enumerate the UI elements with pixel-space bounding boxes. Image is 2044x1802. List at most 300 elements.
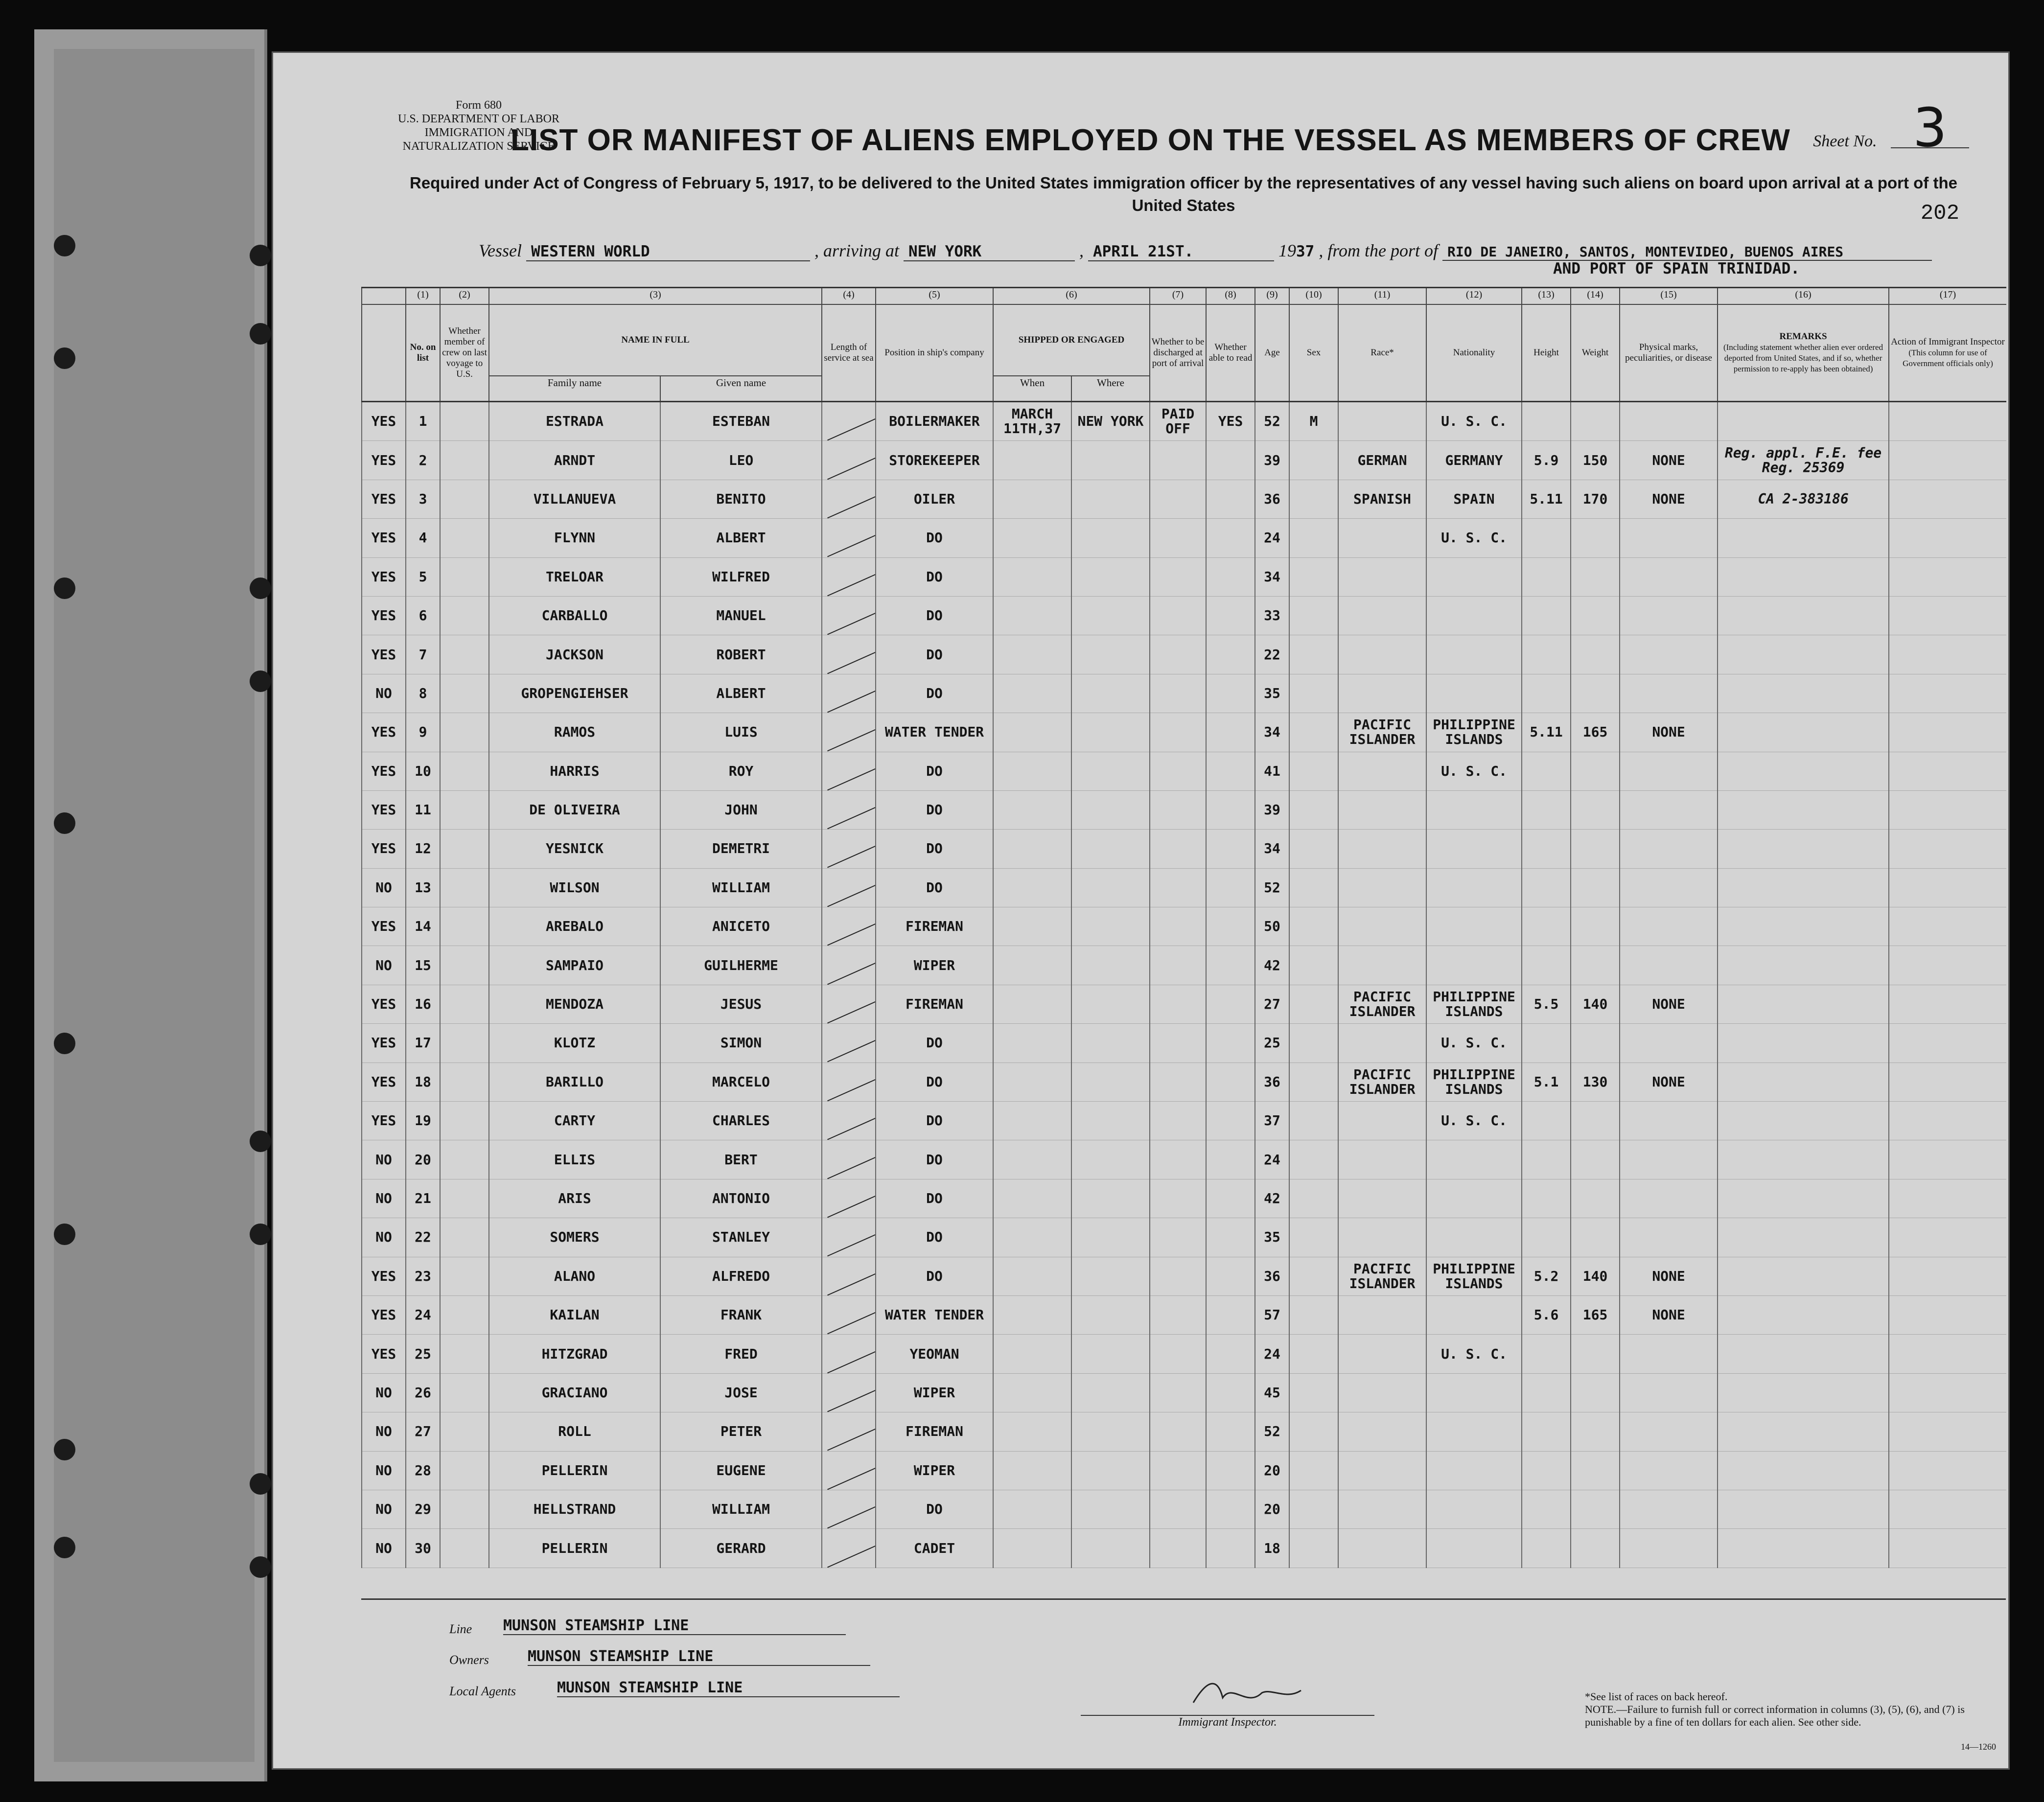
- row-action: [1889, 713, 2006, 752]
- tick-mark: [827, 1537, 876, 1568]
- row-discharged: [1150, 1412, 1206, 1451]
- row-shipped-where: [1071, 830, 1150, 868]
- row-age: 41: [1255, 752, 1289, 790]
- header-remarks-sub: (Including statement whether alien ever ordered deported from United States, and if so, whether permission to re-apply has been obtained): [1723, 343, 1883, 373]
- table-row: [362, 402, 2006, 441]
- table-row: [362, 1024, 2006, 1063]
- row-weight: [1571, 1490, 1620, 1528]
- row-height: [1522, 1412, 1571, 1451]
- punch-hole: [54, 1439, 75, 1460]
- row-race: [1338, 1140, 1426, 1179]
- punch-hole: [250, 578, 271, 599]
- row-last-voyage: YES: [362, 596, 406, 635]
- row-action: [1889, 1063, 2006, 1101]
- row-length-service: [822, 790, 876, 829]
- row-last-voyage: YES: [362, 830, 406, 868]
- departure-ports: RIO DE JANEIRO, SANTOS, MONTEVIDEO, BUENOS AIRES: [1442, 244, 1932, 261]
- row-remarks: [1718, 1373, 1889, 1412]
- row-weight: [1571, 946, 1620, 985]
- punch-hole: [54, 578, 75, 599]
- row-action: [1889, 674, 2006, 713]
- sheet-number: 3: [1891, 108, 1969, 148]
- row-physical: [1620, 1373, 1718, 1412]
- tick-mark: [827, 1265, 876, 1295]
- row-shipped-when: [993, 596, 1071, 635]
- row-length-service: [822, 1179, 876, 1218]
- row-remarks: [1718, 674, 1889, 713]
- row-sex: [1289, 752, 1338, 790]
- tick-mark: [827, 799, 876, 830]
- row-number: 21: [406, 1179, 440, 1218]
- row-given-name: EUGENE: [660, 1451, 822, 1490]
- row-age: 18: [1255, 1529, 1289, 1568]
- row-remarks: Reg. appl. F.E. fee Reg. 25369: [1718, 441, 1889, 480]
- row-position: DO: [876, 1063, 993, 1101]
- form-code: 14—1260: [1961, 1742, 1996, 1752]
- row-action: [1889, 752, 2006, 790]
- row-number: 15: [406, 946, 440, 985]
- row-family-name: ESTRADA: [489, 402, 660, 441]
- row-given-name: CHARLES: [660, 1102, 822, 1140]
- owners-label: Owners: [449, 1653, 489, 1667]
- row-position: DO: [876, 1179, 993, 1218]
- row-length-service: [822, 596, 876, 635]
- row-sex: [1289, 1335, 1338, 1373]
- row-given-name: BENITO: [660, 480, 822, 518]
- row-family-name: KAILAN: [489, 1295, 660, 1334]
- tick-mark: [827, 1459, 876, 1490]
- row-blank: [440, 1024, 489, 1063]
- row-last-voyage: YES: [362, 480, 406, 518]
- row-weight: [1571, 1218, 1620, 1257]
- row-shipped-when: [993, 790, 1071, 829]
- table-row: [362, 1179, 2006, 1218]
- row-shipped-when: [993, 1179, 1071, 1218]
- row-remarks: CA 2-383186: [1718, 480, 1889, 518]
- row-remarks: [1718, 1451, 1889, 1490]
- row-race: [1338, 1335, 1426, 1373]
- row-shipped-where: [1071, 674, 1150, 713]
- row-blank: [440, 1257, 489, 1295]
- row-last-voyage: YES: [362, 713, 406, 752]
- row-height: [1522, 1024, 1571, 1063]
- row-height: [1522, 1373, 1571, 1412]
- row-height: [1522, 868, 1571, 907]
- col-number-14: (14): [1571, 288, 1620, 305]
- row-discharged: [1150, 1529, 1206, 1568]
- table-row: [362, 830, 2006, 868]
- row-given-name: DEMETRI: [660, 830, 822, 868]
- row-remarks: [1718, 713, 1889, 752]
- row-remarks: [1718, 1024, 1889, 1063]
- row-number: 12: [406, 830, 440, 868]
- row-remarks: [1718, 1490, 1889, 1528]
- row-shipped-when: [993, 1024, 1071, 1063]
- row-shipped-when: [993, 480, 1071, 518]
- row-sex: [1289, 907, 1338, 946]
- row-able-read: [1206, 480, 1255, 518]
- row-discharged: [1150, 907, 1206, 946]
- row-position: DO: [876, 1218, 993, 1257]
- row-shipped-when: [993, 1102, 1071, 1140]
- row-blank: [440, 752, 489, 790]
- row-last-voyage: YES: [362, 790, 406, 829]
- row-shipped-when: [993, 752, 1071, 790]
- row-length-service: [822, 713, 876, 752]
- attached-sheet-strip: [34, 29, 267, 1781]
- row-position: CADET: [876, 1529, 993, 1568]
- row-remarks: [1718, 519, 1889, 557]
- row-shipped-where: [1071, 441, 1150, 480]
- punch-hole: [250, 1224, 271, 1245]
- row-weight: [1571, 557, 1620, 596]
- row-age: 42: [1255, 1179, 1289, 1218]
- inspector-signature: [1188, 1673, 1306, 1718]
- row-last-voyage: YES: [362, 1257, 406, 1295]
- row-remarks: [1718, 830, 1889, 868]
- row-discharged: [1150, 790, 1206, 829]
- row-age: 45: [1255, 1373, 1289, 1412]
- row-race: PACIFIC ISLANDER: [1338, 1257, 1426, 1295]
- row-race: [1338, 790, 1426, 829]
- row-family-name: RAMOS: [489, 713, 660, 752]
- owners-value: MUNSON STEAMSHIP LINE: [528, 1648, 870, 1666]
- tick-mark: [827, 488, 876, 519]
- row-weight: [1571, 1335, 1620, 1373]
- col-number-7: (7): [1150, 288, 1206, 305]
- row-remarks: [1718, 1218, 1889, 1257]
- table-row: [362, 1295, 2006, 1334]
- row-number: 18: [406, 1063, 440, 1101]
- department-name: U.S. DEPARTMENT OF LABOR: [398, 113, 559, 125]
- row-shipped-where: [1071, 1412, 1150, 1451]
- row-blank: [440, 1102, 489, 1140]
- row-position: DO: [876, 596, 993, 635]
- row-sex: [1289, 557, 1338, 596]
- row-length-service: [822, 830, 876, 868]
- col-number-8: (8): [1206, 288, 1255, 305]
- row-length-service: [822, 946, 876, 985]
- row-sex: [1289, 1024, 1338, 1063]
- row-position: WIPER: [876, 1373, 993, 1412]
- row-position: OILER: [876, 480, 993, 518]
- row-shipped-when: [993, 557, 1071, 596]
- row-race: [1338, 1529, 1426, 1568]
- punch-hole: [54, 347, 75, 369]
- row-length-service: [822, 1490, 876, 1528]
- row-position: DO: [876, 1102, 993, 1140]
- row-shipped-where: [1071, 1529, 1150, 1568]
- row-nationality: PHILIPPINE ISLANDS: [1426, 1257, 1522, 1295]
- arriving-label: , arriving at: [814, 241, 899, 260]
- service-name: IMMIGRATION AND NATURALIZATION SERVICE: [402, 126, 555, 153]
- tick-mark: [827, 721, 876, 752]
- row-height: 5.9: [1522, 441, 1571, 480]
- row-number: 2: [406, 441, 440, 480]
- row-sex: [1289, 1179, 1338, 1218]
- header-position: Position in ship's company: [876, 304, 993, 402]
- header-height: Height: [1522, 304, 1571, 402]
- col-number-5: (5): [876, 288, 993, 305]
- tick-mark: [827, 760, 876, 790]
- header-action-sub: (This column for use of Government officials only): [1903, 348, 1993, 368]
- row-age: 37: [1255, 1102, 1289, 1140]
- punch-hole: [54, 1224, 75, 1245]
- row-family-name: KLOTZ: [489, 1024, 660, 1063]
- row-discharged: [1150, 441, 1206, 480]
- tick-mark: [827, 993, 876, 1024]
- row-shipped-when: [993, 946, 1071, 985]
- row-shipped-when: [993, 1335, 1071, 1373]
- row-family-name: HARRIS: [489, 752, 660, 790]
- row-able-read: [1206, 1218, 1255, 1257]
- row-action: [1889, 519, 2006, 557]
- row-weight: 140: [1571, 1257, 1620, 1295]
- row-weight: 130: [1571, 1063, 1620, 1101]
- row-given-name: ANTONIO: [660, 1179, 822, 1218]
- row-weight: [1571, 635, 1620, 674]
- row-action: [1889, 907, 2006, 946]
- row-able-read: [1206, 985, 1255, 1023]
- row-action: [1889, 1218, 2006, 1257]
- col-blank: [362, 288, 406, 305]
- row-last-voyage: YES: [362, 1295, 406, 1334]
- row-family-name: SOMERS: [489, 1218, 660, 1257]
- row-action: [1889, 868, 2006, 907]
- row-blank: [440, 946, 489, 985]
- row-height: [1522, 557, 1571, 596]
- row-position: DO: [876, 868, 993, 907]
- row-height: 5.5: [1522, 985, 1571, 1023]
- header-action-title: Action of Immigrant Inspector: [1891, 337, 2005, 347]
- row-given-name: GERARD: [660, 1529, 822, 1568]
- row-height: [1522, 1140, 1571, 1179]
- row-physical: [1620, 752, 1718, 790]
- row-blank: [440, 1373, 489, 1412]
- row-sex: [1289, 1102, 1338, 1140]
- row-shipped-when: [993, 1373, 1071, 1412]
- table-row: [362, 674, 2006, 713]
- row-number: 1: [406, 402, 440, 441]
- row-nationality: [1426, 868, 1522, 907]
- row-shipped-where: [1071, 480, 1150, 518]
- row-physical: [1620, 519, 1718, 557]
- row-family-name: PELLERIN: [489, 1451, 660, 1490]
- row-able-read: [1206, 868, 1255, 907]
- row-sex: [1289, 1412, 1338, 1451]
- row-height: [1522, 635, 1571, 674]
- row-shipped-where: [1071, 635, 1150, 674]
- row-sex: [1289, 1373, 1338, 1412]
- row-given-name: ESTEBAN: [660, 402, 822, 441]
- row-blank: [440, 1490, 489, 1528]
- row-last-voyage: NO: [362, 1451, 406, 1490]
- row-length-service: [822, 1063, 876, 1101]
- row-nationality: [1426, 557, 1522, 596]
- crew-rows: [362, 402, 2006, 1568]
- row-race: [1338, 907, 1426, 946]
- row-discharged: [1150, 752, 1206, 790]
- row-nationality: PHILIPPINE ISLANDS: [1426, 1063, 1522, 1101]
- row-number: 10: [406, 752, 440, 790]
- row-remarks: [1718, 1102, 1889, 1140]
- row-age: 57: [1255, 1295, 1289, 1334]
- row-shipped-when: [993, 1140, 1071, 1179]
- row-length-service: [822, 402, 876, 441]
- row-shipped-when: [993, 713, 1071, 752]
- row-remarks: [1718, 790, 1889, 829]
- table-row: [362, 1335, 2006, 1373]
- row-family-name: ROLL: [489, 1412, 660, 1451]
- row-shipped-where: [1071, 596, 1150, 635]
- from-port-label: , from the port of: [1319, 241, 1438, 260]
- row-race: [1338, 674, 1426, 713]
- row-family-name: HELLSTRAND: [489, 1490, 660, 1528]
- row-race: [1338, 557, 1426, 596]
- row-race: [1338, 402, 1426, 441]
- row-nationality: [1426, 1529, 1522, 1568]
- row-nationality: [1426, 1490, 1522, 1528]
- row-nationality: U. S. C.: [1426, 752, 1522, 790]
- row-height: [1522, 790, 1571, 829]
- row-last-voyage: NO: [362, 1218, 406, 1257]
- row-given-name: ALBERT: [660, 519, 822, 557]
- row-height: [1522, 1218, 1571, 1257]
- tick-mark: [827, 643, 876, 674]
- row-weight: [1571, 402, 1620, 441]
- row-family-name: MENDOZA: [489, 985, 660, 1023]
- row-able-read: [1206, 1412, 1255, 1451]
- row-physical: [1620, 907, 1718, 946]
- row-last-voyage: NO: [362, 674, 406, 713]
- row-able-read: [1206, 1140, 1255, 1179]
- row-race: PACIFIC ISLANDER: [1338, 985, 1426, 1023]
- row-race: [1338, 1024, 1426, 1063]
- row-discharged: [1150, 1451, 1206, 1490]
- row-given-name: WILFRED: [660, 557, 822, 596]
- row-shipped-where: [1071, 1335, 1150, 1373]
- row-weight: [1571, 1102, 1620, 1140]
- table-row: [362, 946, 2006, 985]
- row-position: DO: [876, 1257, 993, 1295]
- row-discharged: [1150, 480, 1206, 518]
- punch-hole: [250, 1131, 271, 1152]
- row-race: [1338, 752, 1426, 790]
- row-action: [1889, 1024, 2006, 1063]
- row-physical: [1620, 674, 1718, 713]
- row-last-voyage: YES: [362, 907, 406, 946]
- tick-mark: [827, 1109, 876, 1140]
- header-nationality: Nationality: [1426, 304, 1522, 402]
- row-action: [1889, 830, 2006, 868]
- arrival-date: APRIL 21ST.: [1088, 243, 1274, 261]
- row-race: PACIFIC ISLANDER: [1338, 1063, 1426, 1101]
- row-family-name: HITZGRAD: [489, 1335, 660, 1373]
- row-sex: [1289, 674, 1338, 713]
- row-able-read: [1206, 441, 1255, 480]
- row-last-voyage: YES: [362, 1063, 406, 1101]
- row-weight: 150: [1571, 441, 1620, 480]
- table-row: [362, 1373, 2006, 1412]
- row-discharged: [1150, 596, 1206, 635]
- row-length-service: [822, 1140, 876, 1179]
- row-sex: [1289, 519, 1338, 557]
- row-family-name: YESNICK: [489, 830, 660, 868]
- row-able-read: [1206, 1063, 1255, 1101]
- row-given-name: MANUEL: [660, 596, 822, 635]
- row-blank: [440, 985, 489, 1023]
- row-given-name: STANLEY: [660, 1218, 822, 1257]
- row-shipped-where: [1071, 1373, 1150, 1412]
- row-discharged: [1150, 946, 1206, 985]
- row-nationality: U. S. C.: [1426, 519, 1522, 557]
- row-remarks: [1718, 907, 1889, 946]
- header-action: [1889, 304, 2006, 402]
- row-shipped-when: [993, 1412, 1071, 1451]
- punch-hole: [54, 235, 75, 256]
- row-able-read: [1206, 596, 1255, 635]
- row-weight: [1571, 752, 1620, 790]
- row-height: [1522, 1490, 1571, 1528]
- row-physical: [1620, 1529, 1718, 1568]
- row-shipped-when: [993, 635, 1071, 674]
- inspector-label: Immigrant Inspector.: [1081, 1715, 1374, 1729]
- row-action: [1889, 1529, 2006, 1568]
- col-number-4: (4): [822, 288, 876, 305]
- row-nationality: [1426, 1451, 1522, 1490]
- row-action: [1889, 557, 2006, 596]
- row-sex: [1289, 480, 1338, 518]
- row-shipped-when: [993, 1490, 1071, 1528]
- row-action: [1889, 635, 2006, 674]
- row-shipped-where: [1071, 1063, 1150, 1101]
- row-able-read: [1206, 1024, 1255, 1063]
- row-able-read: [1206, 1451, 1255, 1490]
- row-blank: [440, 674, 489, 713]
- row-family-name: BARILLO: [489, 1063, 660, 1101]
- row-weight: [1571, 1373, 1620, 1412]
- row-physical: [1620, 1451, 1718, 1490]
- row-age: 34: [1255, 713, 1289, 752]
- row-nationality: [1426, 946, 1522, 985]
- row-position: YEOMAN: [876, 1335, 993, 1373]
- row-shipped-where: [1071, 1024, 1150, 1063]
- row-age: 24: [1255, 1335, 1289, 1373]
- table-row: [362, 1140, 2006, 1179]
- page-subtitle: Required under Act of Congress of February 5, 1917, to be delivered to the United States immigration officer by the representatives of any vessel having such aliens on board upon arrival at a port of the United States: [409, 174, 1957, 214]
- row-family-name: ARNDT: [489, 441, 660, 480]
- punch-hole: [54, 1033, 75, 1054]
- row-length-service: [822, 907, 876, 946]
- table-row: [362, 557, 2006, 596]
- row-height: [1522, 674, 1571, 713]
- manifest-form: [302, 62, 2005, 1760]
- row-able-read: [1206, 1257, 1255, 1295]
- row-nationality: SPAIN: [1426, 480, 1522, 518]
- row-shipped-where: [1071, 1140, 1150, 1179]
- form-number: Form 680: [455, 99, 502, 112]
- row-last-voyage: YES: [362, 1024, 406, 1063]
- agents-value: MUNSON STEAMSHIP LINE: [557, 1679, 900, 1697]
- row-height: 5.2: [1522, 1257, 1571, 1295]
- row-length-service: [822, 1257, 876, 1295]
- row-action: [1889, 946, 2006, 985]
- col-number-10: (10): [1289, 288, 1338, 305]
- row-shipped-when: [993, 1257, 1071, 1295]
- row-shipped-where: [1071, 985, 1150, 1023]
- row-blank: [440, 907, 489, 946]
- row-shipped-when: [993, 674, 1071, 713]
